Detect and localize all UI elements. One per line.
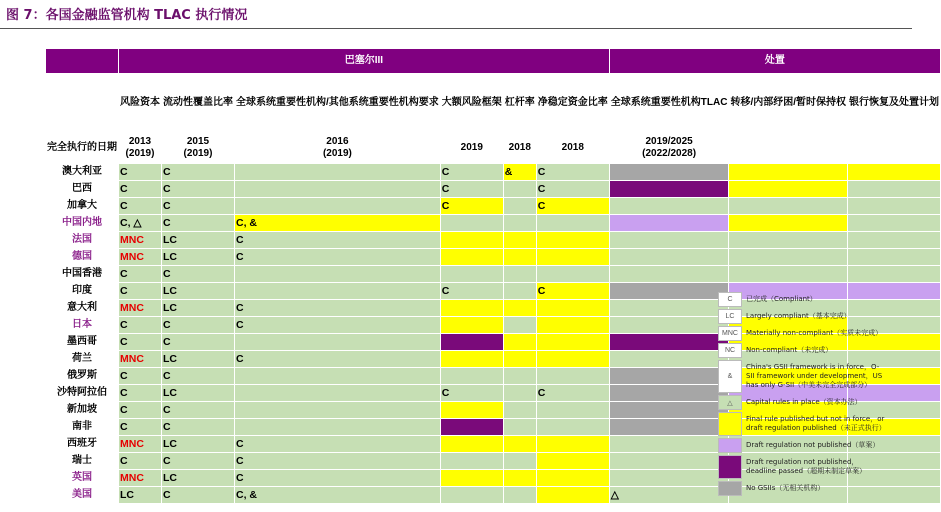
status-cell [536, 368, 609, 385]
status-cell [536, 334, 609, 351]
status-cell [503, 198, 536, 215]
status-mark: C [163, 216, 171, 229]
legend-swatch [718, 412, 742, 436]
status-cell [440, 402, 503, 419]
status-cell [440, 470, 503, 487]
legend [718, 292, 908, 498]
status-cell [235, 181, 441, 198]
status-cell [609, 419, 729, 436]
status-mark: C [120, 318, 128, 331]
status-cell [848, 266, 941, 283]
status-cell [848, 232, 941, 249]
status-cell [536, 402, 609, 419]
status-cell [162, 402, 235, 419]
implementation-date: 2019/2025 (2022/2028) [609, 133, 729, 164]
status-cell [162, 198, 235, 215]
legend-label: Capital rules in place（资本办法） [746, 398, 862, 406]
status-cell [609, 283, 729, 300]
status-cell [119, 300, 162, 317]
country-name: 德国 [46, 249, 119, 266]
status-cell [609, 249, 729, 266]
status-cell [440, 487, 503, 504]
status-mark: C [236, 250, 244, 263]
legend-label: 已完成（Compliant） [746, 295, 817, 303]
status-cell [609, 232, 729, 249]
implementation-date [729, 133, 848, 164]
status-cell [235, 487, 441, 504]
status-cell [848, 249, 941, 266]
legend-item [718, 395, 908, 410]
column-header: 净稳定资金比率 [536, 74, 609, 133]
status-cell [162, 334, 235, 351]
status-cell [729, 198, 848, 215]
country-name: 印度 [46, 283, 119, 300]
status-mark: C [163, 420, 171, 433]
status-mark: C [537, 386, 546, 399]
status-cell [235, 334, 441, 351]
legend-item [718, 412, 908, 436]
status-cell [119, 419, 162, 436]
status-cell [503, 368, 536, 385]
country-name: 中国内地 [46, 215, 119, 232]
status-cell [162, 453, 235, 470]
status-cell [440, 300, 503, 317]
legend-item [718, 326, 908, 341]
status-cell [536, 453, 609, 470]
status-cell [536, 198, 609, 215]
status-cell [503, 436, 536, 453]
status-cell [162, 436, 235, 453]
status-cell [729, 232, 848, 249]
legend-label: Draft regulation not published（草案） [746, 441, 880, 449]
status-cell [609, 487, 729, 504]
status-cell [609, 334, 729, 351]
country-name: 美国 [46, 487, 119, 504]
legend-swatch: MNC [718, 326, 742, 341]
status-cell [119, 487, 162, 504]
status-cell [235, 198, 441, 215]
country-name: 中国香港 [46, 266, 119, 283]
status-cell [119, 385, 162, 402]
country-name: 加拿大 [46, 198, 119, 215]
status-cell [503, 232, 536, 249]
status-cell [503, 249, 536, 266]
status-cell [440, 317, 503, 334]
status-cell [536, 215, 609, 232]
status-cell [440, 368, 503, 385]
status-cell [235, 385, 441, 402]
status-cell [162, 266, 235, 283]
status-cell [162, 368, 235, 385]
legend-swatch: △ [718, 395, 742, 410]
status-mark: C [441, 284, 450, 297]
column-header: 转移/内部纾困/暂时保持权 [729, 74, 848, 133]
status-cell [235, 215, 441, 232]
status-cell [503, 470, 536, 487]
table-row [46, 249, 941, 266]
implementation-date: 2016 (2019) [235, 133, 441, 164]
status-cell [536, 419, 609, 436]
status-cell [440, 453, 503, 470]
status-cell [119, 453, 162, 470]
legend-swatch: NC [718, 343, 742, 358]
legend-swatch [718, 438, 742, 453]
implementation-date: 2013 (2019) [119, 133, 162, 164]
legend-label: Materially non-compliant（实质未完成） [746, 329, 883, 337]
status-cell [503, 419, 536, 436]
status-mark: MNC [120, 250, 144, 263]
status-cell [235, 266, 441, 283]
status-cell [440, 266, 503, 283]
status-cell [503, 453, 536, 470]
legend-swatch: LC [718, 309, 742, 324]
status-cell [609, 300, 729, 317]
status-cell [119, 198, 162, 215]
status-cell [235, 453, 441, 470]
status-mark: C [120, 199, 128, 212]
status-mark: C [441, 199, 450, 212]
country-name: 日本 [46, 317, 119, 334]
status-cell [119, 232, 162, 249]
status-cell [440, 334, 503, 351]
status-cell [235, 283, 441, 300]
status-cell [729, 266, 848, 283]
status-cell [119, 351, 162, 368]
status-cell [162, 215, 235, 232]
status-cell [235, 419, 441, 436]
status-cell [729, 164, 848, 181]
status-mark: C [163, 267, 171, 280]
status-cell [440, 164, 503, 181]
status-mark: C [236, 437, 244, 450]
status-cell [609, 453, 729, 470]
column-header: 风险资本 [119, 74, 162, 133]
legend-label: Non-compliant（未完成） [746, 346, 833, 354]
status-cell [119, 164, 162, 181]
status-cell [503, 266, 536, 283]
status-mark: C, & [236, 488, 257, 501]
status-cell [729, 181, 848, 198]
status-mark: C [120, 335, 128, 348]
status-cell [609, 470, 729, 487]
country-name: 荷兰 [46, 351, 119, 368]
status-mark: C [236, 352, 244, 365]
status-mark: C [163, 488, 171, 501]
status-cell [609, 351, 729, 368]
status-cell [235, 164, 441, 181]
status-cell [848, 181, 941, 198]
status-cell [162, 249, 235, 266]
figure-title: 图 7：各国金融监管机构 TLAC 执行情况 [6, 8, 248, 23]
status-cell [536, 249, 609, 266]
status-cell [536, 232, 609, 249]
status-mark: LC [163, 386, 177, 399]
status-cell [609, 368, 729, 385]
status-mark: C [120, 386, 128, 399]
status-cell [609, 436, 729, 453]
status-mark: C [537, 165, 546, 178]
status-mark: C [236, 301, 244, 314]
status-mark: △ [610, 488, 619, 501]
legend-swatch: & [718, 360, 742, 393]
status-cell [440, 385, 503, 402]
status-cell [119, 436, 162, 453]
status-cell [848, 198, 941, 215]
status-cell [162, 232, 235, 249]
status-mark: C [120, 403, 128, 416]
status-cell [503, 351, 536, 368]
status-mark: C [236, 233, 244, 246]
status-mark: C [120, 369, 128, 382]
legend-item [718, 438, 908, 453]
status-mark: C [163, 199, 171, 212]
status-mark: C, △ [120, 216, 142, 229]
status-cell [162, 385, 235, 402]
column-header: 全球系统重要性机构TLAC [609, 74, 729, 133]
status-cell [119, 215, 162, 232]
status-cell [119, 283, 162, 300]
status-mark: C [120, 284, 128, 297]
status-cell [119, 266, 162, 283]
table-row [46, 164, 941, 181]
column-header: 全球系统重要性机构/其他系统重要性机构要求 [235, 74, 441, 133]
status-cell [162, 283, 235, 300]
status-cell [162, 164, 235, 181]
status-cell [536, 283, 609, 300]
status-cell [440, 351, 503, 368]
status-mark: C [163, 165, 171, 178]
status-mark: C [236, 471, 244, 484]
country-name: 瑞士 [46, 453, 119, 470]
status-mark: C [236, 454, 244, 467]
legend-swatch [718, 455, 742, 479]
column-header: 杠杆率 [503, 74, 536, 133]
status-mark: LC [163, 250, 177, 263]
status-mark: MNC [120, 301, 144, 314]
table-row [46, 198, 941, 215]
status-cell [503, 300, 536, 317]
status-cell [503, 334, 536, 351]
status-cell [440, 436, 503, 453]
status-mark: C [120, 267, 128, 280]
status-cell [162, 351, 235, 368]
status-cell [235, 402, 441, 419]
status-mark: C [163, 182, 171, 195]
country-name: 澳大利亚 [46, 164, 119, 181]
status-cell [235, 436, 441, 453]
status-mark: MNC [120, 471, 144, 484]
group-basel: 巴塞尔III [119, 49, 610, 74]
status-cell [235, 249, 441, 266]
status-cell [536, 436, 609, 453]
status-cell [536, 266, 609, 283]
status-cell [536, 351, 609, 368]
legend-label: China's GSII framework is in force，O- SII framework under development，US has only G-SII（中美未完全完成部分） [746, 363, 883, 389]
status-cell [440, 181, 503, 198]
status-mark: C [537, 284, 546, 297]
country-name: 法国 [46, 232, 119, 249]
legend-label: Largely compliant（基本完成） [746, 312, 851, 320]
status-cell [235, 351, 441, 368]
status-cell [536, 164, 609, 181]
country-name: 巴西 [46, 181, 119, 198]
status-cell [503, 487, 536, 504]
status-cell [536, 385, 609, 402]
status-cell [609, 164, 729, 181]
status-mark: C [163, 454, 171, 467]
implementation-date: 2015 (2019) [162, 133, 235, 164]
table-row [46, 266, 941, 283]
legend-label: Draft regulation not published， deadline passed（超期未制定草案） [746, 458, 867, 475]
status-mark: C [163, 335, 171, 348]
status-cell [119, 470, 162, 487]
status-mark: C [236, 318, 244, 331]
status-cell [536, 300, 609, 317]
status-cell [440, 198, 503, 215]
table-row [46, 181, 941, 198]
status-cell [119, 402, 162, 419]
status-cell [848, 164, 941, 181]
status-cell [536, 317, 609, 334]
legend-label: No GSIIs（无相关机构） [746, 484, 825, 492]
status-cell [503, 283, 536, 300]
status-cell [162, 470, 235, 487]
status-cell [536, 470, 609, 487]
status-cell [503, 402, 536, 419]
country-name: 意大利 [46, 300, 119, 317]
legend-item [718, 455, 908, 479]
status-cell [235, 232, 441, 249]
status-cell [119, 249, 162, 266]
status-mark: LC [163, 352, 177, 365]
legend-swatch: C [718, 292, 742, 307]
status-mark: LC [120, 488, 134, 501]
corner-cell [46, 49, 119, 74]
table-row [46, 215, 941, 232]
table-row [46, 232, 941, 249]
status-mark: C [441, 386, 450, 399]
status-mark: C [441, 165, 450, 178]
status-mark: LC [163, 301, 177, 314]
status-mark: LC [163, 437, 177, 450]
status-cell [609, 402, 729, 419]
status-mark: C [163, 318, 171, 331]
status-cell [235, 368, 441, 385]
status-mark: & [504, 165, 513, 178]
country-name: 英国 [46, 470, 119, 487]
country-name: 俄罗斯 [46, 368, 119, 385]
status-cell [729, 249, 848, 266]
status-cell [119, 181, 162, 198]
status-mark: C [537, 182, 546, 195]
status-mark: C [537, 199, 546, 212]
status-cell [119, 368, 162, 385]
header-empty [46, 74, 119, 133]
status-cell [162, 317, 235, 334]
status-cell [440, 249, 503, 266]
status-mark: C [441, 182, 450, 195]
country-name: 墨西哥 [46, 334, 119, 351]
status-cell [609, 266, 729, 283]
status-cell [729, 215, 848, 232]
status-cell [536, 181, 609, 198]
legend-item [718, 292, 908, 307]
status-mark: C [120, 165, 128, 178]
legend-item [718, 481, 908, 496]
column-header: 大额风险框架 [440, 74, 503, 133]
status-mark: C [163, 403, 171, 416]
status-cell [503, 215, 536, 232]
status-cell [609, 198, 729, 215]
status-cell [503, 385, 536, 402]
status-cell [503, 181, 536, 198]
status-cell [440, 283, 503, 300]
status-cell [536, 487, 609, 504]
status-cell [235, 470, 441, 487]
status-mark: MNC [120, 437, 144, 450]
status-cell [440, 232, 503, 249]
status-mark: C [120, 454, 128, 467]
implementation-date [848, 133, 941, 164]
status-cell [609, 181, 729, 198]
status-cell [609, 385, 729, 402]
status-cell [503, 317, 536, 334]
implementation-date: 2018 [503, 133, 536, 164]
legend-item [718, 360, 908, 393]
implementation-date: 2019 [440, 133, 503, 164]
status-cell [235, 300, 441, 317]
status-mark: C [163, 369, 171, 382]
status-cell [503, 164, 536, 181]
status-mark: MNC [120, 233, 144, 246]
status-mark: C [120, 420, 128, 433]
status-mark: LC [163, 233, 177, 246]
status-cell [440, 215, 503, 232]
status-cell [162, 419, 235, 436]
date-label: 完全执行的日期 [46, 133, 119, 164]
status-cell [162, 487, 235, 504]
status-cell [235, 317, 441, 334]
legend-label: Final rule published but not in force，or draft regulation published（未正式执行） [746, 415, 886, 432]
column-header: 银行恢复及处置计划 [848, 74, 941, 133]
country-name: 沙特阿拉伯 [46, 385, 119, 402]
country-name: 西班牙 [46, 436, 119, 453]
status-cell [119, 317, 162, 334]
implementation-date: 2018 [536, 133, 609, 164]
group-resolution: 处置 [609, 49, 940, 74]
status-mark: LC [163, 471, 177, 484]
status-cell [848, 215, 941, 232]
status-mark: C, & [236, 216, 257, 229]
status-cell [609, 317, 729, 334]
legend-item [718, 343, 908, 358]
column-header: 流动性覆盖比率 [162, 74, 235, 133]
status-cell [609, 215, 729, 232]
legend-swatch [718, 481, 742, 496]
status-mark: MNC [120, 352, 144, 365]
country-name: 南非 [46, 419, 119, 436]
status-mark: C [120, 182, 128, 195]
country-name: 新加坡 [46, 402, 119, 419]
status-cell [162, 300, 235, 317]
status-cell [162, 181, 235, 198]
status-cell [440, 419, 503, 436]
legend-item [718, 309, 908, 324]
status-cell [119, 334, 162, 351]
status-mark: LC [163, 284, 177, 297]
title-divider [0, 28, 912, 29]
